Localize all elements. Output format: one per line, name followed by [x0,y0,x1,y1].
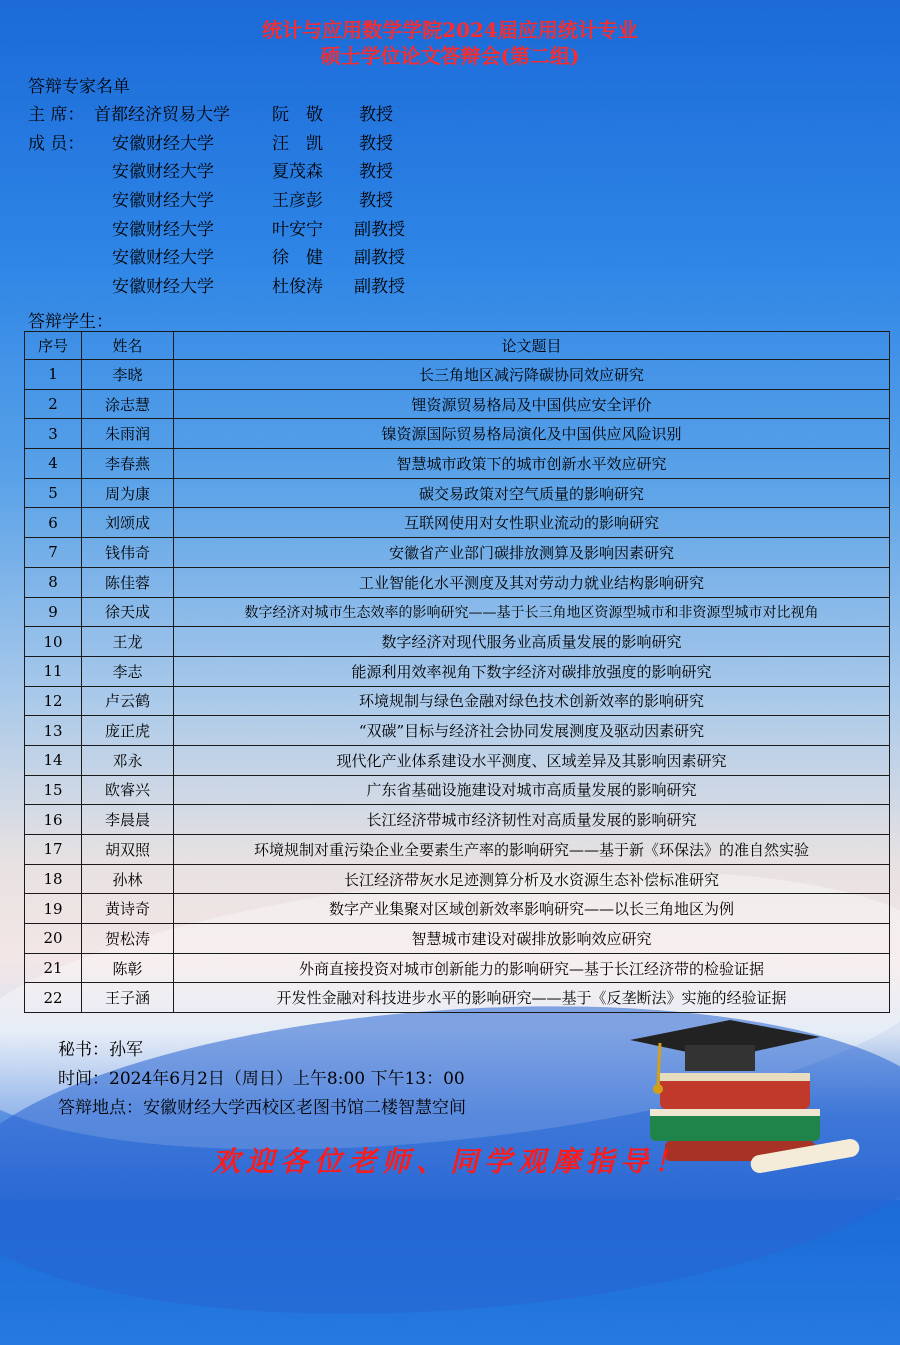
student-name: 李晓 [82,360,174,390]
student-name: 卢云鹤 [82,686,174,716]
student-no: 13 [25,716,82,746]
table-row [25,716,890,746]
thesis-topic: 能源利用效率视角下数字经济对碳排放强度的影响研究 [174,656,890,686]
table-row [25,864,890,894]
table-row [25,805,890,835]
chair-rank: 教授 [359,105,393,125]
member-org: 安徽财经大学 [112,162,214,182]
thesis-topic: 智慧城市建设对碳排放影响效应研究 [174,924,890,954]
student-name: 贺松涛 [82,924,174,954]
table-row [25,389,890,419]
table-header-row [25,332,890,360]
member-rank: 副教授 [354,220,405,240]
student-no: 5 [25,478,82,508]
student-no: 11 [25,656,82,686]
table-row [25,478,890,508]
welcome-banner: 欢迎各位老师、同学观摩指导！ [211,1145,688,1178]
student-no: 20 [25,924,82,954]
student-name: 李晨晨 [82,805,174,835]
student-no: 12 [25,686,82,716]
members-label: 成 员： [28,134,85,154]
table-row [25,894,890,924]
table-row [25,775,890,805]
header-topic: 论文题目 [174,332,890,360]
student-no: 21 [25,953,82,983]
student-name: 李春燕 [82,449,174,479]
students-label: 答辩学生： [28,312,113,332]
table-row [25,686,890,716]
student-no: 6 [25,508,82,538]
student-no: 4 [25,449,82,479]
member-name: 汪 凯 [272,134,323,154]
thesis-topic: 锂资源贸易格局及中国供应安全评价 [174,389,890,419]
experts-label: 答辩专家名单 [28,77,130,97]
table-row [25,953,890,983]
member-name: 夏茂森 [272,162,323,182]
student-no: 8 [25,567,82,597]
student-name: 陈佳蓉 [82,567,174,597]
thesis-topic: 广东省基础设施建设对城市高质量发展的影响研究 [174,775,890,805]
header-no: 序号 [25,332,82,360]
chair-org: 首都经济贸易大学 [94,105,230,125]
thesis-topic: 数字经济对城市生态效率的影响研究——基于长三角地区资源型城市和非资源型城市对比视角 [174,597,890,627]
table-row [25,924,890,954]
table-row [25,627,890,657]
table-row [25,567,890,597]
thesis-topic: 智慧城市政策下的城市创新水平效应研究 [174,449,890,479]
poster-title-line1: 统计与应用数学学院2024届应用统计专业 [262,18,638,42]
student-name: 陈彰 [82,953,174,983]
student-name: 李志 [82,656,174,686]
student-name: 黄诗奇 [82,894,174,924]
student-no: 15 [25,775,82,805]
header-name: 姓名 [82,332,174,360]
student-no: 18 [25,864,82,894]
student-no: 10 [25,627,82,657]
student-name: 邓永 [82,745,174,775]
table-row [25,983,890,1013]
student-name: 王龙 [82,627,174,657]
student-name: 欧睿兴 [82,775,174,805]
member-name: 杜俊涛 [272,277,323,297]
student-no: 9 [25,597,82,627]
thesis-topic: 安徽省产业部门碳排放测算及影响因素研究 [174,538,890,568]
table-row [25,538,890,568]
thesis-topic: 工业智能化水平测度及其对劳动力就业结构影响研究 [174,567,890,597]
member-org: 安徽财经大学 [112,191,214,211]
table-row [25,745,890,775]
thesis-topic: 数字产业集聚对区域创新效率影响研究——以长三角地区为例 [174,894,890,924]
thesis-topic: 互联网使用对女性职业流动的影响研究 [174,508,890,538]
student-no: 14 [25,745,82,775]
student-no: 7 [25,538,82,568]
student-name: 刘颂成 [82,508,174,538]
member-rank: 教授 [359,134,393,154]
member-name: 叶安宁 [272,220,323,240]
students-table-body [25,360,890,1013]
student-name: 徐天成 [82,597,174,627]
chair-role: 主 席： [28,105,85,125]
thesis-topic: 现代化产业体系建设水平测度、区域差异及其影响因素研究 [174,745,890,775]
poster-title-line2: 硕士学位论文答辩会(第二组) [320,44,580,68]
member-org: 安徽财经大学 [112,220,214,240]
member-rank: 教授 [359,162,393,182]
member-org: 安徽财经大学 [112,277,214,297]
thesis-topic: 开发性金融对科技进步水平的影响研究——基于《反垄断法》实施的经验证据 [174,983,890,1013]
table-row [25,449,890,479]
students-table [24,331,890,1013]
student-no: 22 [25,983,82,1013]
member-org: 安徽财经大学 [112,134,214,154]
table-row [25,656,890,686]
member-org: 安徽财经大学 [112,248,214,268]
student-no: 16 [25,805,82,835]
thesis-topic: 长江经济带灰水足迹测算分析及水资源生态补偿标准研究 [174,864,890,894]
member-rank: 副教授 [354,248,405,268]
member-rank: 副教授 [354,277,405,297]
thesis-topic: “双碳”目标与经济社会协同发展测度及驱动因素研究 [174,716,890,746]
member-name: 徐 健 [272,248,323,268]
thesis-topic: 外商直接投资对城市创新能力的影响研究—基于长江经济带的检验证据 [174,953,890,983]
table-row [25,508,890,538]
member-name: 王彦彭 [272,191,323,211]
thesis-topic: 数字经济对现代服务业高质量发展的影响研究 [174,627,890,657]
thesis-topic: 环境规制与绿色金融对绿色技术创新效率的影响研究 [174,686,890,716]
student-name: 周为康 [82,478,174,508]
thesis-topic: 碳交易政策对空气质量的影响研究 [174,478,890,508]
student-no: 1 [25,360,82,390]
student-name: 涂志慧 [82,389,174,419]
student-no: 19 [25,894,82,924]
table-row [25,360,890,390]
student-no: 3 [25,419,82,449]
student-name: 孙林 [82,864,174,894]
table-row [25,419,890,449]
time: 时间：2024年6月2日（周日）上午8:00 下午13：00 [58,1069,465,1089]
location: 答辩地点：安徽财经大学西校区老图书馆二楼智慧空间 [58,1098,466,1118]
student-name: 朱雨润 [82,419,174,449]
table-row [25,597,890,627]
thesis-topic: 长三角地区减污降碳协同效应研究 [174,360,890,390]
secretary: 秘书：孙军 [58,1040,143,1060]
student-name: 钱伟奇 [82,538,174,568]
member-rank: 教授 [359,191,393,211]
student-name: 王子涵 [82,983,174,1013]
thesis-topic: 镍资源国际贸易格局演化及中国供应风险识别 [174,419,890,449]
table-row [25,835,890,865]
thesis-topic: 环境规制对重污染企业全要素生产率的影响研究——基于新《环保法》的准自然实验 [174,835,890,865]
student-name: 庞正虎 [82,716,174,746]
student-no: 2 [25,389,82,419]
thesis-topic: 长江经济带城市经济韧性对高质量发展的影响研究 [174,805,890,835]
chair-name: 阮 敬 [272,105,323,125]
student-no: 17 [25,835,82,865]
student-name: 胡双照 [82,835,174,865]
